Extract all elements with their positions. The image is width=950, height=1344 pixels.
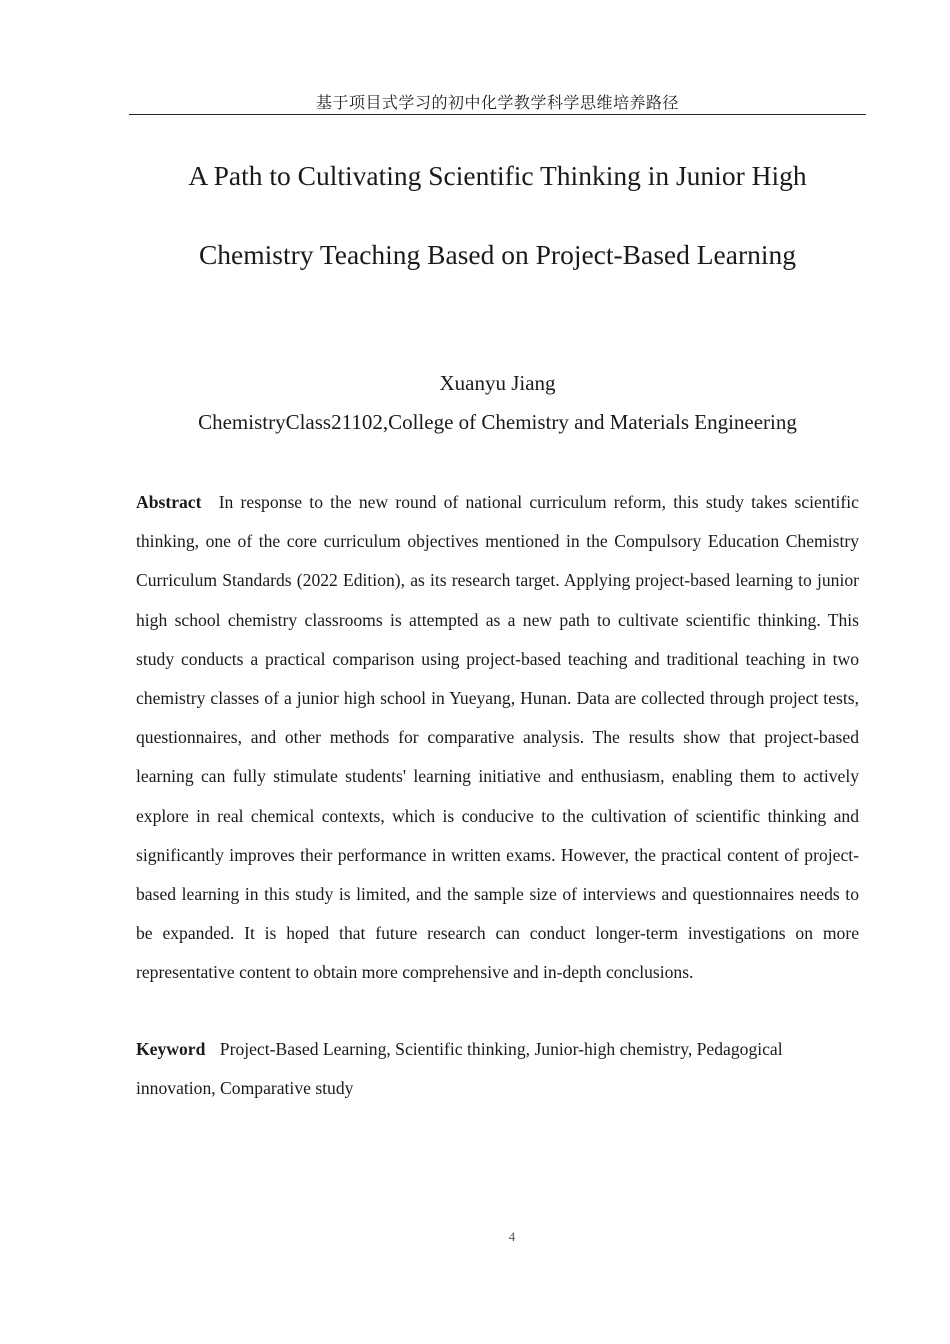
abstract-section	[136, 483, 859, 993]
author-affiliation: ChemistryClass21102,College of Chemistry and Materials Engineering	[198, 410, 797, 434]
running-header: 基于项目式学习的初中化学教学科学思维培养路径	[129, 92, 866, 115]
abstract-label: Abstract	[136, 492, 202, 512]
page-number: 4	[508, 1229, 516, 1244]
title-line-2: Chemistry Teaching Based on Project-Based Learning	[198, 239, 797, 270]
keyword-label: Keyword	[136, 1039, 206, 1059]
title-line-1: A Path to Cultivating Scientific Thinking in Junior High	[188, 160, 807, 191]
keywords-section	[136, 1030, 859, 1108]
keyword-text: Project-Based Learning, Scientific thinking, Junior-high chemistry, Pedagogical innovation, Comparative study	[136, 1039, 783, 1099]
author-name: Xuanyu Jiang	[439, 371, 556, 395]
abstract-text: In response to the new round of national curriculum reform, this study takes scientific thinking, one of the core curriculum objectives mentioned in the Compulsory Education Chemistry Curriculum Standards (2022 Edition), as its research target. Applying project-based learning to junior high school chemistry classrooms is attempted as a new path to cultivate scientific thinking. This study conducts a practical comparison using project-based teaching and traditional teaching in two chemistry classes of a junior high school in Yueyang, Hunan. Data are collected through project tests, questionnaires, and other methods for comparative analysis. The results show that project-based learning can fully stimulate students' learning initiative and enthusiasm, enabling them to actively explore in real chemical contexts, which is conducive to the cultivation of scientific thinking and significantly improves their performance in written exams. However, the practical content of project-based learning in this study is limited, and the sample size of interviews and questionnaires needs to be expanded. It is hoped that future research can conduct longer-term investigations on more representative content to obtain more comprehensive and in-depth conclusions.	[136, 492, 859, 983]
paper-title	[100, 136, 895, 294]
